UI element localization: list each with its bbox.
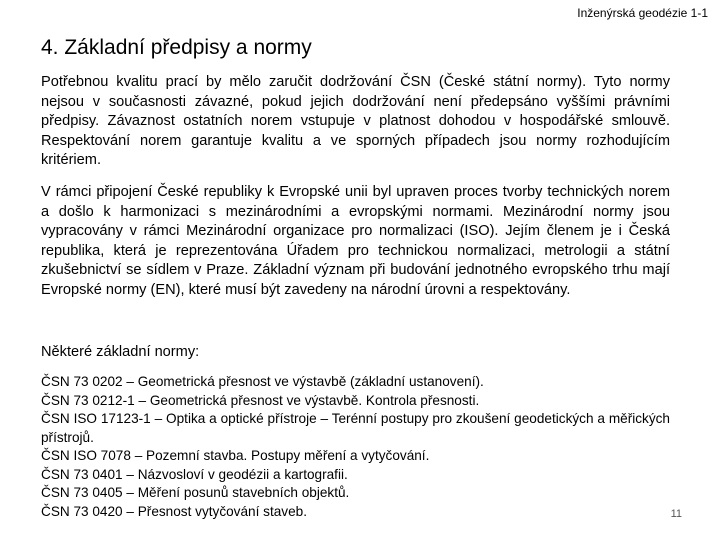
course-header: Inženýrská geodézie 1-1 — [577, 6, 708, 20]
list-item: ČSN 73 0202 – Geometrická přesnost ve výstavbě (základní ustanovení). — [41, 374, 484, 389]
list-item: ČSN 73 0405 – Měření posunů stavebních objektů. — [41, 485, 350, 500]
list-item: ČSN ISO 17123-1 – Optika a optické přístroje – Terénní postupy pro zkoušení geodetických a měřických přístrojů. — [41, 411, 670, 445]
list-item: ČSN 73 0212-1 – Geometrická přesnost ve výstavbě. Kontrola přesnosti. — [41, 392, 480, 408]
page-number: 11 — [670, 508, 682, 520]
list-item: ČSN 73 0420 – Přesnost vytyčování staveb. — [41, 503, 307, 519]
norms-heading: Některé základní normy: — [41, 344, 200, 360]
section-title: 4. Základní předpisy a normy — [41, 36, 312, 59]
paragraph-eu-harmonization: V rámci připojení České republiky k Evropské unii byl upraven proces tvorby technických norem a došlo k harmonizaci s mezinárodními a evropskými normami. Mezinárodní normy jsou vypracovány v rámci Mezinárodní organizace pro normalizaci (ISO). Jejím členem je i Česká republika, která je reprezentována Úřadem pro technickou normalizaci, metrologii a státní zkušebnictví se sídlem v Praze. Základní význam při budování jednotného evropského trhu mají Evropské normy (EN), které musí být zavedeny na národní úrovni a respektovány. — [41, 184, 670, 298]
list-item: ČSN ISO 7078 – Pozemní stavba. Postupy měření a vytyčování. — [41, 448, 430, 463]
list-item: ČSN 73 0401 – Názvosloví v geodézii a kartografii. — [41, 466, 348, 482]
paragraph-standards-intro: Potřebnou kvalitu prací by mělo zaručit dodržování ČSN (České státní normy). Tyto normy nejsou v současnosti závazné, pokud jejich dodržování není předepsáno vyššími právními předpisy. Závaznost ostatních norem vstupuje v platnost dohodou v hospodářské smlouvě. Respektování norem garantuje kvalitu a ve sporných případech jsou normy rozhodujícím kritériem. — [41, 74, 670, 168]
norms-list — [41, 373, 670, 521]
